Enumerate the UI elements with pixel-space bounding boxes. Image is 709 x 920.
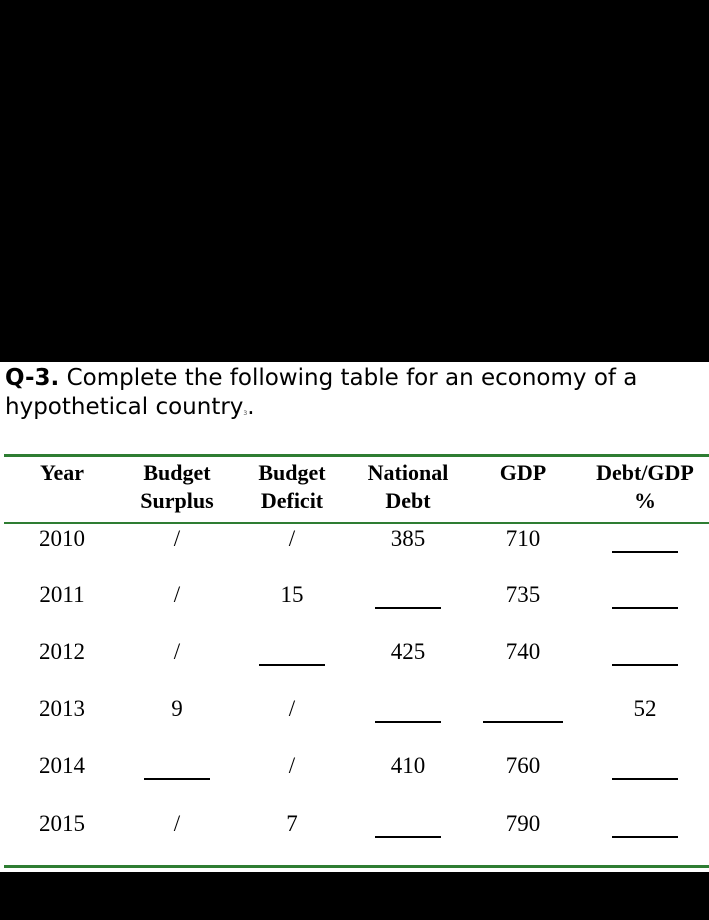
question-sheet bbox=[0, 362, 709, 872]
cell-budget-surplus: / bbox=[173, 526, 181, 551]
cell-national-debt: 385 bbox=[390, 526, 426, 551]
answer-blank-budget-deficit[interactable] bbox=[259, 664, 325, 666]
header-line: National bbox=[367, 460, 449, 485]
header-line: Surplus bbox=[140, 488, 214, 513]
cell-national-debt: 410 bbox=[390, 753, 426, 778]
table-top-rule bbox=[4, 454, 709, 457]
header-national-debt bbox=[348, 459, 468, 515]
header-budget-surplus bbox=[122, 459, 232, 515]
header-line: Deficit bbox=[260, 488, 324, 513]
header-debt-gdp-ratio bbox=[580, 459, 709, 515]
answer-blank-debt-gdp-ratio[interactable] bbox=[612, 664, 678, 666]
cell-year: 2015 bbox=[39, 811, 85, 836]
cell-budget-surplus: / bbox=[173, 582, 181, 607]
cell-budget-deficit: / bbox=[288, 753, 296, 778]
header-line: Debt/GDP bbox=[596, 460, 694, 485]
footnote-mark: 3 bbox=[243, 410, 248, 417]
question-body: Complete the following table for an economy of a hypothetical country bbox=[5, 365, 638, 420]
cell-year: 2014 bbox=[39, 753, 85, 778]
cell-budget-deficit: / bbox=[288, 526, 296, 551]
cell-gdp: 735 bbox=[505, 582, 541, 607]
answer-blank-budget-surplus[interactable] bbox=[144, 778, 210, 780]
cell-gdp: 710 bbox=[505, 526, 541, 551]
table-bottom-rule bbox=[4, 865, 709, 868]
answer-blank-national-debt[interactable] bbox=[375, 607, 441, 609]
cell-national-debt: 425 bbox=[390, 639, 426, 664]
answer-blank-gdp[interactable] bbox=[483, 721, 563, 723]
cell-budget-deficit: 15 bbox=[280, 582, 304, 607]
header-line: % bbox=[634, 488, 656, 513]
cell-year: 2013 bbox=[39, 696, 85, 721]
cell-budget-surplus: 9 bbox=[171, 696, 183, 721]
header-line: Budget bbox=[258, 460, 326, 485]
header-year bbox=[17, 459, 107, 487]
answer-blank-debt-gdp-ratio[interactable] bbox=[612, 551, 678, 553]
cell-year: 2011 bbox=[39, 582, 85, 607]
cell-year: 2010 bbox=[39, 526, 85, 551]
top-black-area bbox=[0, 0, 709, 362]
header-gdp bbox=[478, 459, 568, 487]
question-text bbox=[5, 364, 705, 428]
cell-gdp: 760 bbox=[505, 753, 541, 778]
answer-blank-national-debt[interactable] bbox=[375, 836, 441, 838]
cell-budget-surplus: / bbox=[173, 639, 181, 664]
question-end: . bbox=[247, 394, 255, 420]
header-line: Budget bbox=[143, 460, 211, 485]
answer-blank-debt-gdp-ratio[interactable] bbox=[612, 607, 678, 609]
cell-budget-deficit: 7 bbox=[286, 811, 298, 836]
cell-gdp: 790 bbox=[505, 811, 541, 836]
cell-gdp: 740 bbox=[505, 639, 541, 664]
cell-budget-deficit: / bbox=[288, 696, 296, 721]
question-number: Q-3. bbox=[5, 365, 60, 391]
cell-budget-surplus: / bbox=[173, 811, 181, 836]
cell-debt-gdp-ratio: 52 bbox=[633, 696, 657, 721]
bottom-black-area bbox=[0, 872, 709, 920]
answer-blank-national-debt[interactable] bbox=[375, 721, 441, 723]
header-line: Debt bbox=[385, 488, 431, 513]
cell-year: 2012 bbox=[39, 639, 85, 664]
header-line: Year bbox=[40, 460, 84, 485]
header-budget-deficit bbox=[237, 459, 347, 515]
answer-blank-debt-gdp-ratio[interactable] bbox=[612, 836, 678, 838]
table-header-rule bbox=[4, 522, 709, 524]
answer-blank-debt-gdp-ratio[interactable] bbox=[612, 778, 678, 780]
header-line: GDP bbox=[499, 460, 547, 485]
